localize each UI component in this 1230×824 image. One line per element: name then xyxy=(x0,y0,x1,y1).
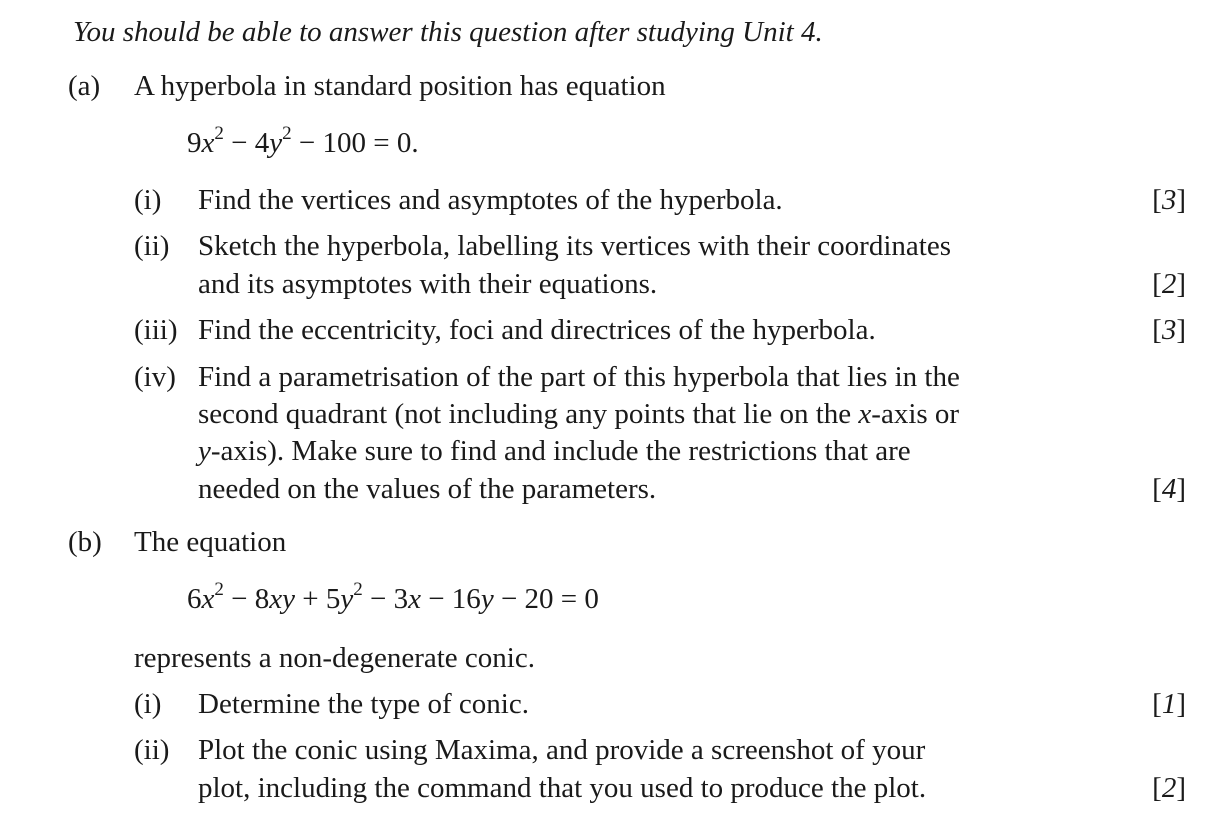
a-iii-line-1: Find the eccentricity, foci and directrices of the hyperbola. xyxy=(198,314,876,346)
a-ii-line-2: and its asymptotes with their equations. xyxy=(198,268,658,300)
a-ii-line-1: Sketch the hyperbola, labelling its vertices with their coordinates xyxy=(198,230,951,262)
b-ii-label: (ii) xyxy=(134,734,170,766)
intro-line: You should be able to answer this question after studying Unit 4. xyxy=(73,16,823,48)
a-iv-line-1: Find a parametrisation of the part of this hyperbola that lies in the xyxy=(198,361,960,393)
part-a-equation: $9x^2 - 4y^2 - 100 = 0$. xyxy=(187,123,419,159)
b-i-line-1: Determine the type of conic. xyxy=(198,688,529,720)
part-b-equation: $6x^2 - 8xy + 5y^2 - 3x - 16y - 20 = 0$ xyxy=(187,579,599,615)
a-ii-label: (ii) xyxy=(134,230,170,262)
a-iv-marks: [4] xyxy=(1152,473,1186,505)
a-iii-label: (iii) xyxy=(134,314,178,346)
part-b-text: The equation xyxy=(134,526,287,558)
a-iii-marks: [3] xyxy=(1152,314,1186,346)
part-b-after: represents a non-degenerate conic. xyxy=(134,642,535,674)
a-iv-line-4: needed on the values of the parameters. xyxy=(198,473,657,505)
a-ii-marks: [2] xyxy=(1152,268,1186,300)
part-b-label: (b) xyxy=(68,526,102,558)
b-ii-line-1: Plot the conic using Maxima, and provide a screenshot of your xyxy=(198,734,926,766)
a-iv-line-2: second quadrant (not including any points that lie on the x-axis or xyxy=(198,398,960,430)
b-ii-marks: [2] xyxy=(1152,772,1186,804)
a-i-line-1: Find the vertices and asymptotes of the hyperbola. xyxy=(198,184,783,216)
part-a-label: (a) xyxy=(68,70,101,102)
part-a-text: A hyperbola in standard position has equation xyxy=(134,70,666,102)
a-i-label: (i) xyxy=(134,184,162,216)
b-ii-line-2: plot, including the command that you used to produce the plot. xyxy=(198,772,927,804)
a-iv-label: (iv) xyxy=(134,361,176,393)
a-i-marks: [3] xyxy=(1152,184,1186,216)
b-i-marks: [1] xyxy=(1152,688,1186,720)
b-i-label: (i) xyxy=(134,688,162,720)
a-iv-line-3: y-axis). Make sure to find and include the restrictions that are xyxy=(198,435,911,467)
